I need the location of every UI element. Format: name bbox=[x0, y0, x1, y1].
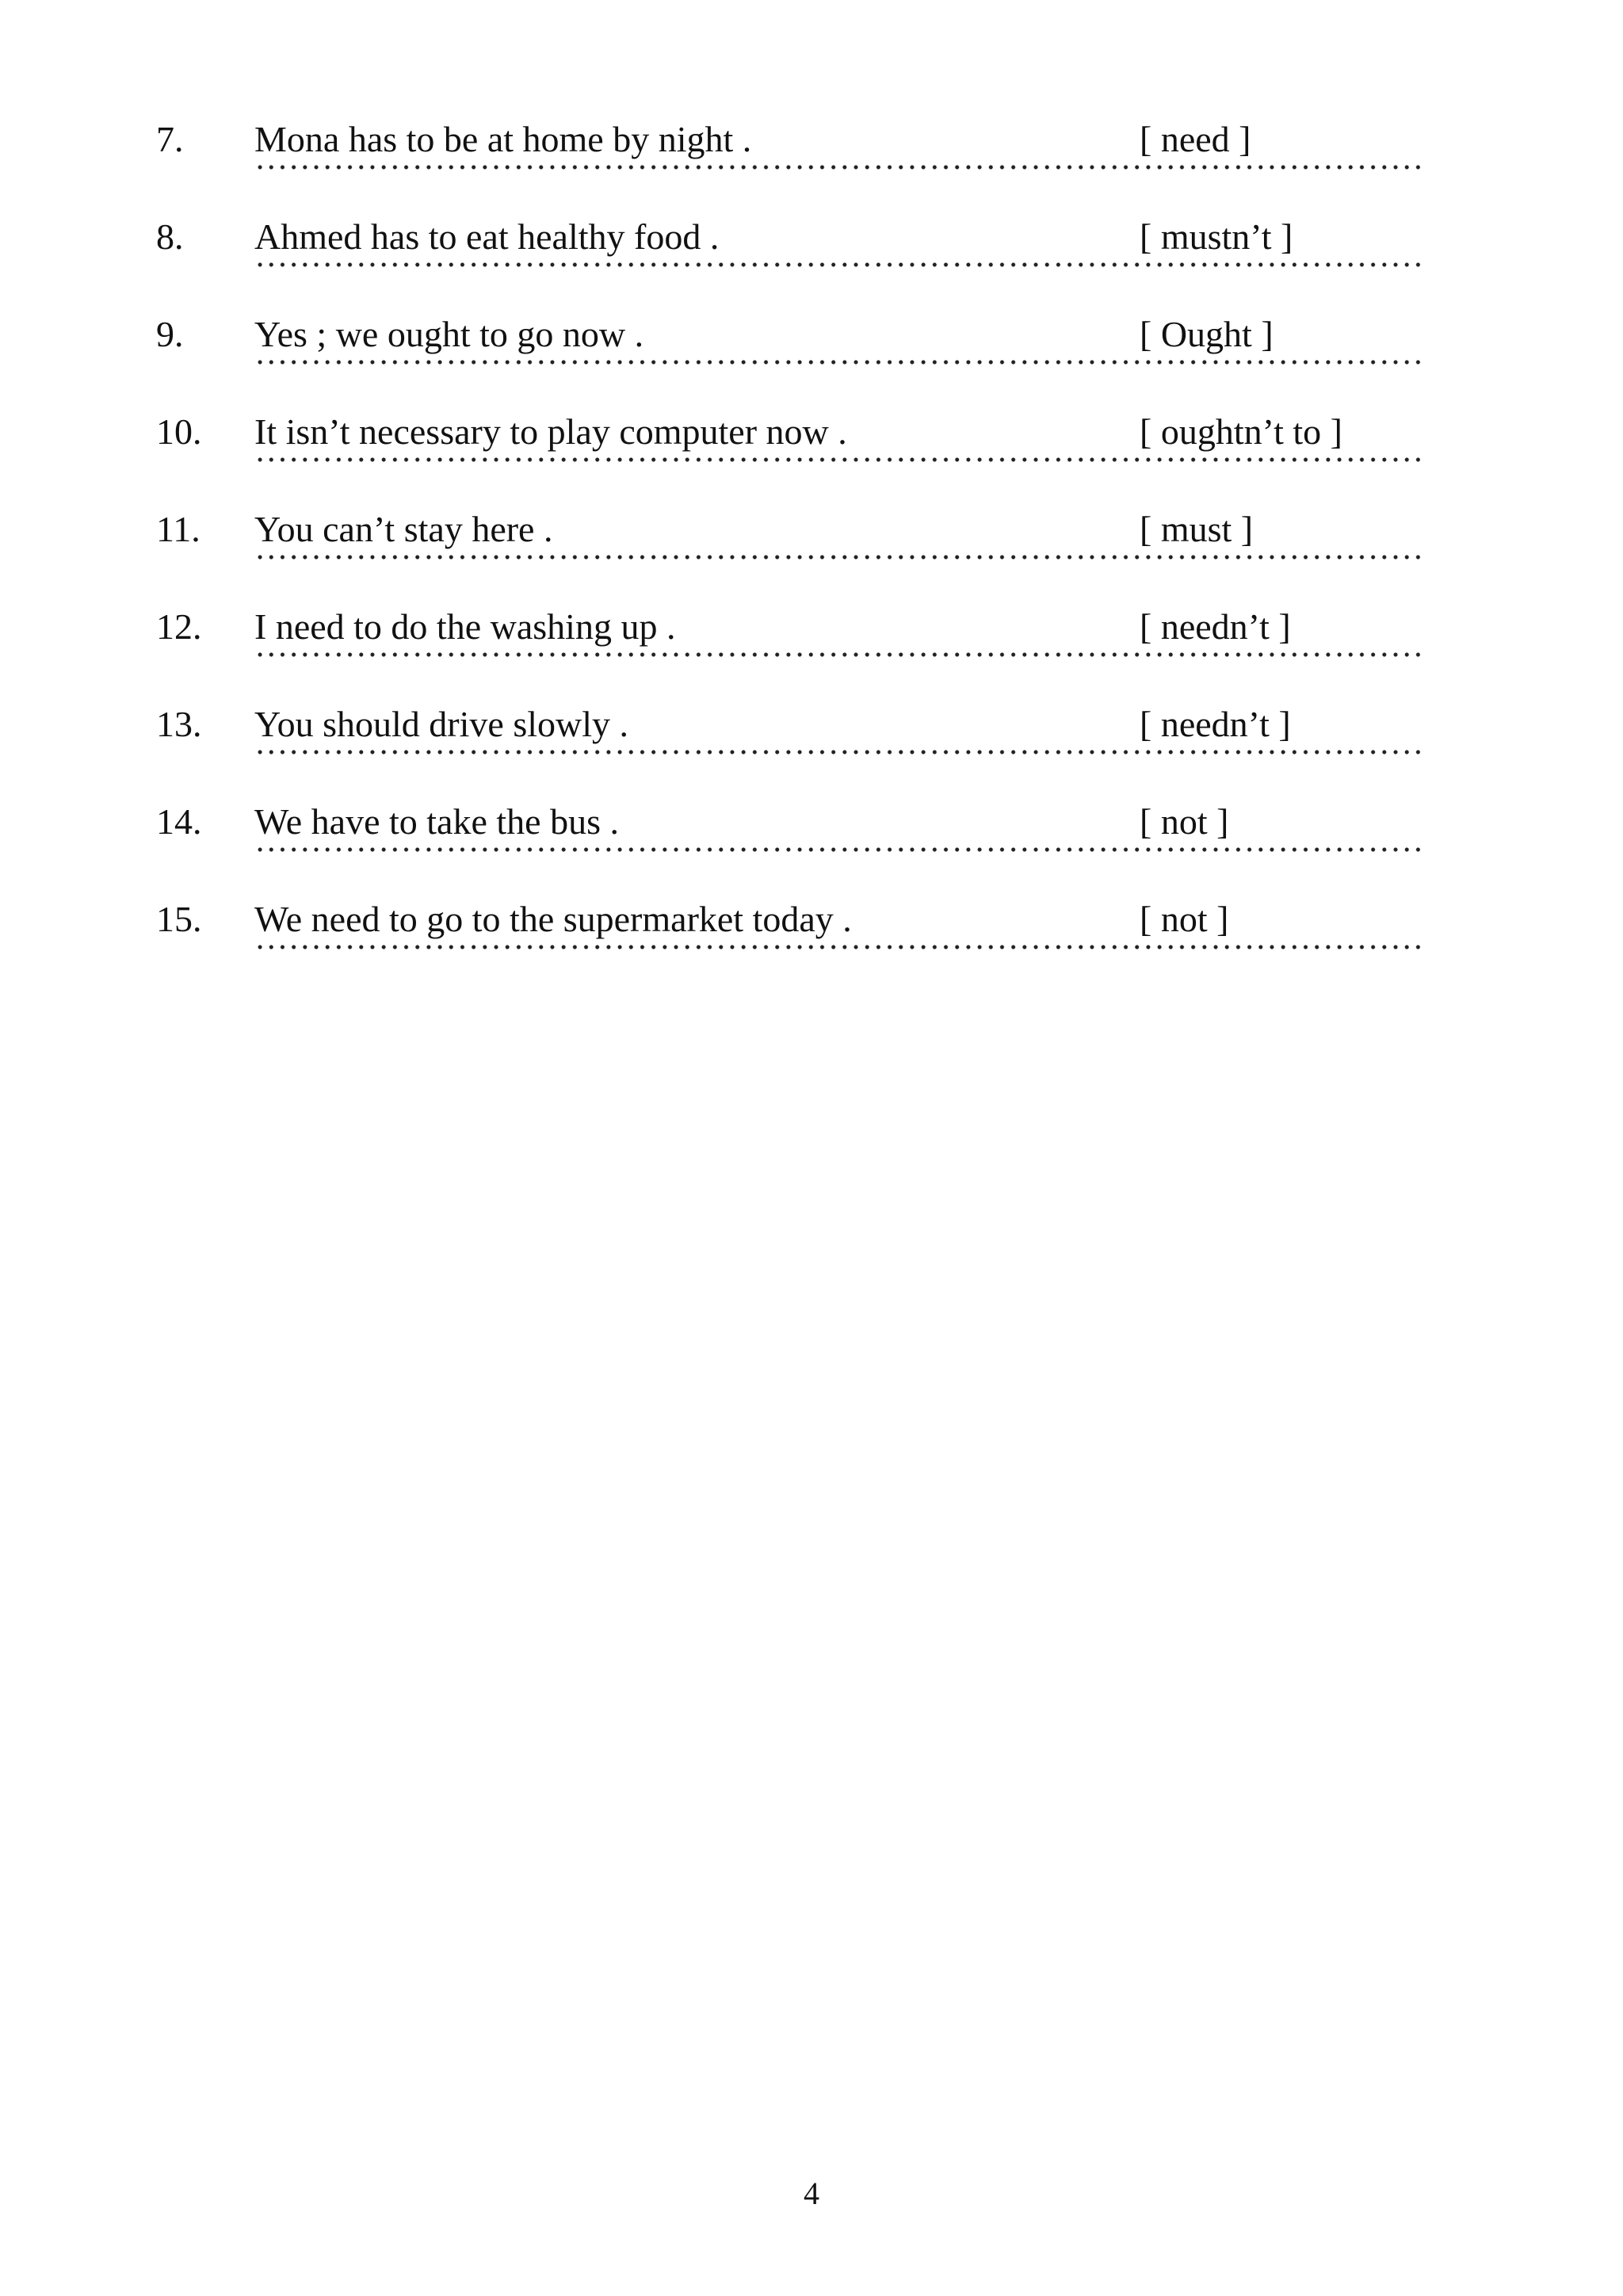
exercise-cue: [ not ] bbox=[1140, 801, 1229, 842]
exercise-number: 13. bbox=[156, 704, 202, 744]
exercise-cue: [ oughtn’t to ] bbox=[1140, 411, 1342, 452]
exercise-number: 15. bbox=[156, 899, 202, 939]
exercise-item bbox=[156, 109, 1440, 207]
exercise-sentence: It isn’t necessary to play computer now . bbox=[254, 411, 847, 452]
exercise-number: 10. bbox=[156, 411, 202, 452]
exercise-sentence: You should drive slowly . bbox=[254, 704, 628, 744]
exercise-list bbox=[156, 109, 1440, 987]
answer-line bbox=[254, 750, 1426, 755]
exercise-sentence: Ahmed has to eat healthy food . bbox=[254, 216, 720, 257]
exercise-sentence: You can’t stay here . bbox=[254, 509, 553, 549]
exercise-cue: [ not ] bbox=[1140, 899, 1229, 939]
exercise-sentence: Mona has to be at home by night . bbox=[254, 119, 752, 159]
answer-line bbox=[254, 360, 1426, 365]
exercise-cue: [ needn’t ] bbox=[1140, 704, 1291, 744]
exercise-number: 8. bbox=[156, 216, 184, 257]
page-number: 4 bbox=[804, 2176, 819, 2211]
exercise-sentence: We have to take the bus . bbox=[254, 801, 619, 842]
answer-line bbox=[254, 165, 1426, 170]
exercise-sentence: I need to do the washing up . bbox=[254, 606, 676, 647]
exercise-sentence: We need to go to the supermarket today . bbox=[254, 899, 852, 939]
answer-line bbox=[254, 555, 1426, 560]
answer-line bbox=[254, 847, 1426, 852]
exercise-cue: [ mustn’t ] bbox=[1140, 216, 1293, 257]
exercise-cue: [ Ought ] bbox=[1140, 314, 1274, 354]
exercise-item bbox=[156, 304, 1440, 402]
answer-line bbox=[254, 945, 1426, 949]
exercise-item bbox=[156, 402, 1440, 499]
exercise-item bbox=[156, 694, 1440, 792]
exercise-cue: [ must ] bbox=[1140, 509, 1254, 549]
exercise-cue: [ needn’t ] bbox=[1140, 606, 1291, 647]
exercise-cue: [ need ] bbox=[1140, 119, 1251, 159]
answer-line bbox=[254, 457, 1426, 462]
exercise-item bbox=[156, 207, 1440, 304]
exercise-item bbox=[156, 597, 1440, 694]
exercise-number: 9. bbox=[156, 314, 184, 354]
exercise-item bbox=[156, 792, 1440, 889]
exercise-number: 14. bbox=[156, 801, 202, 842]
exercise-number: 12. bbox=[156, 606, 202, 647]
answer-line bbox=[254, 652, 1426, 657]
exercise-sentence: Yes ; we ought to go now . bbox=[254, 314, 644, 354]
exercise-item bbox=[156, 499, 1440, 597]
exercise-item bbox=[156, 889, 1440, 987]
exercise-number: 11. bbox=[156, 509, 200, 549]
exercise-number: 7. bbox=[156, 119, 184, 159]
answer-line bbox=[254, 262, 1426, 267]
